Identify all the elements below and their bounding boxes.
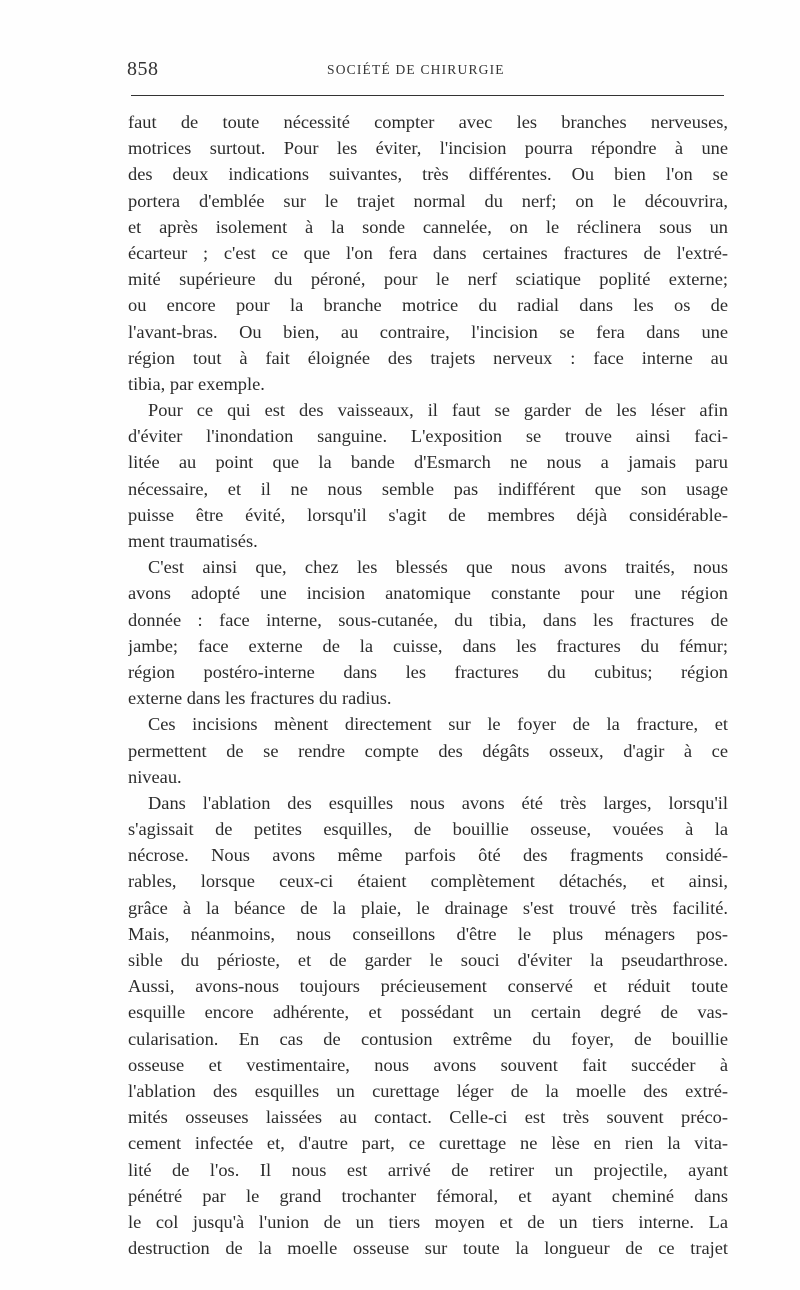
text-line: région tout à fait éloignée des trajets nerveux : face interne au bbox=[128, 347, 728, 368]
text-line: puisse être évité, lorsqu'il s'agit de membres déjà considérable- bbox=[128, 504, 728, 525]
text-line: osseuse et vestimentaire, nous avons souvent fait succéder à bbox=[128, 1054, 728, 1075]
text-line: externe dans les fractures du radius. bbox=[128, 688, 392, 709]
text-line: cement infectée et, d'autre part, ce curettage ne lèse en rien la vita- bbox=[128, 1133, 728, 1154]
page-header bbox=[127, 58, 727, 88]
text-line: cularisation. En cas de contusion extrême du foyer, de bouillie bbox=[128, 1028, 728, 1049]
text-line: écarteur ; c'est ce que l'on fera dans certaines fractures de l'extré- bbox=[128, 242, 728, 263]
text-line: l'ablation des esquilles un curettage léger de la moelle des extré- bbox=[128, 1080, 728, 1101]
text-line: Ces incisions mènent directement sur le foyer de la fracture, et bbox=[148, 714, 728, 735]
text-line: pénétré par le grand trochanter fémoral, et ayant cheminé dans bbox=[128, 1185, 728, 1206]
text-line: le col jusqu'à l'union de un tiers moyen et de un tiers interne. La bbox=[128, 1211, 728, 1232]
text-line: portera d'emblée sur le trajet normal du nerf; on le découvrira, bbox=[128, 190, 728, 211]
text-line: litée au point que la bande d'Esmarch ne nous a jamais paru bbox=[128, 452, 728, 473]
text-line: C'est ainsi que, chez les blessés que nous avons traités, nous bbox=[148, 557, 728, 578]
text-line: Aussi, avons-nous toujours précieusement conservé et réduit toute bbox=[128, 976, 728, 997]
text-line: esquille encore adhérente, et possédant un certain degré de vas- bbox=[128, 1002, 728, 1023]
header-rule bbox=[131, 95, 724, 96]
text-line: jambe; face externe de la cuisse, dans les fractures du fémur; bbox=[128, 635, 728, 656]
text-line: rables, lorsque ceux-ci étaient complètement détachés, et ainsi, bbox=[128, 871, 728, 892]
text-line: tibia, par exemple. bbox=[128, 373, 265, 394]
text-line: Pour ce qui est des vaisseaux, il faut se garder de les léser afin bbox=[148, 400, 728, 421]
text-line: faut de toute nécessité compter avec les branches nerveuses, bbox=[128, 112, 728, 132]
text-line: motrices surtout. Pour les éviter, l'incision pourra répondre à une bbox=[128, 138, 728, 159]
text-line: s'agissait de petites esquilles, de bouillie osseuse, vouées à la bbox=[128, 819, 728, 840]
page-number: 858 bbox=[127, 58, 159, 80]
text-line: avons adopté une incision anatomique constante pour une région bbox=[128, 583, 728, 604]
text-line: ment traumatisés. bbox=[128, 531, 258, 551]
text-line: permettent de se rendre compte des dégâts osseux, d'agir à ce bbox=[128, 740, 728, 761]
text-line: d'éviter l'inondation sanguine. L'exposition se trouve ainsi faci- bbox=[128, 426, 728, 447]
text-line: ou encore pour la branche motrice du radial dans les os de bbox=[128, 295, 728, 316]
text-line: mités osseuses laissées au contact. Celle-ci est très souvent préco- bbox=[128, 1107, 728, 1128]
text-line: nécrose. Nous avons même parfois ôté des fragments considé- bbox=[128, 845, 728, 866]
text-line: région postéro-interne dans les fractures du cubitus; région bbox=[128, 661, 728, 682]
text-line: l'avant-bras. Ou bien, au contraire, l'incision se fera dans une bbox=[128, 321, 728, 342]
text-line: Mais, néanmoins, nous conseillons d'être le plus ménagers pos- bbox=[128, 923, 728, 944]
body-text bbox=[128, 109, 728, 1261]
text-line: nécessaire, et il ne nous semble pas indifférent que son usage bbox=[128, 478, 728, 499]
text-line: mité supérieure du péroné, pour le nerf sciatique poplité externe; bbox=[128, 269, 728, 290]
text-line: niveau. bbox=[128, 766, 182, 787]
text-line: et après isolement à la sonde cannelée, on le réclinera sous un bbox=[128, 216, 728, 237]
text-line: destruction de la moelle osseuse sur toute la longueur de ce trajet bbox=[128, 1238, 728, 1259]
text-line: des deux indications suivantes, très différentes. Ou bien l'on se bbox=[128, 164, 728, 185]
running-head: SOCIÉTÉ DE CHIRURGIE bbox=[327, 62, 505, 77]
text-line: grâce à la béance de la plaie, le drainage s'est trouvé très facilité. bbox=[128, 897, 728, 918]
text-line: lité de l'os. Il nous est arrivé de retirer un projectile, ayant bbox=[128, 1159, 728, 1180]
text-line: Dans l'ablation des esquilles nous avons été très larges, lorsqu'il bbox=[148, 792, 728, 813]
text-line: donnée : face interne, sous-cutanée, du tibia, dans les fractures de bbox=[128, 609, 728, 630]
text-line: sible du périoste, et de garder le souci d'éviter la pseudarthrose. bbox=[128, 950, 728, 970]
